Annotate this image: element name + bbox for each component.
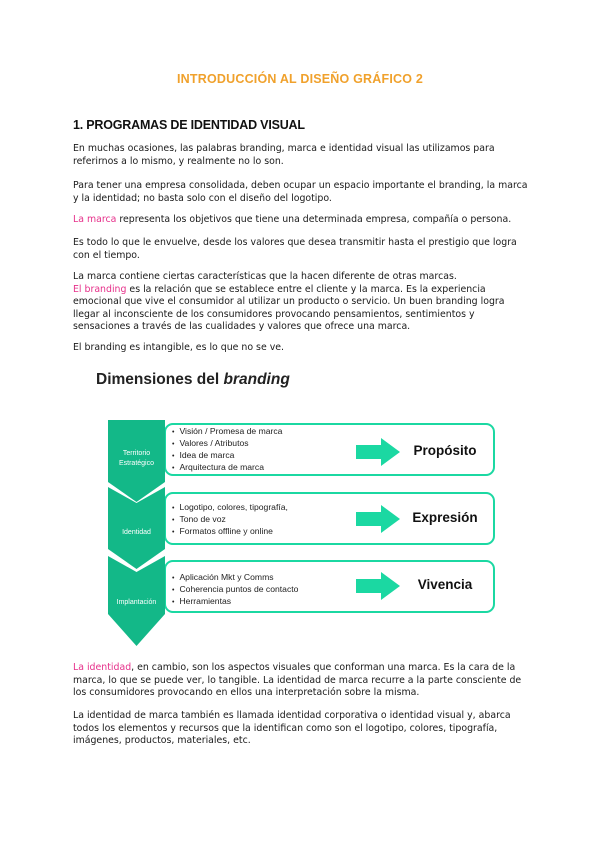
diagram-title-text: Dimensiones del — [96, 371, 224, 388]
paragraph-2: Para tener una empresa consolidada, deben ocupar un espacio importante el branding, la marca y la identidad; no basta solo con el diseño del logotipo. — [73, 180, 528, 204]
bullet-item: • Aplicación Mkt y Comms — [172, 572, 298, 584]
paragraph-3 — [73, 214, 533, 227]
paragraph-5 — [73, 271, 533, 334]
paragraph-7 — [73, 662, 533, 700]
paragraph-5-line-1: La marca contiene ciertas características que la hacen diferente de otras marcas. — [73, 271, 457, 282]
bullet-list-2 — [172, 502, 288, 538]
bullet-item: • Coherencia puntos de contacto — [172, 584, 298, 596]
chevron-label-1 — [108, 449, 165, 468]
paragraph-3-text: representa los objetivos que tiene una determinada empresa, compañía o persona. — [116, 214, 512, 225]
bullet-list-3 — [172, 572, 298, 608]
bullet-item: • Logotipo, colores, tipografía, — [172, 502, 288, 514]
bullet-item: • Visión / Promesa de marca — [172, 426, 282, 438]
document-title: INTRODUCCIÓN AL DISEÑO GRÁFICO 2 — [177, 72, 423, 86]
bullet-item: • Tono de voz — [172, 514, 288, 526]
diagram-title — [96, 371, 290, 389]
highlight-el-branding: El branding — [73, 283, 127, 295]
paragraph-8: La identidad de marca también es llamada identidad corporativa o identidad visual y, abarca todos los elementos y recursos que la identifican como son el logotipo, colores, tipografía, imágenes, productos, materiales, etc. — [73, 710, 511, 747]
paragraph-7-text: , en cambio, son los aspectos visuales que conforman una marca. Es la cara de la marca, lo que se puede ver, lo tangible. La identidad de marca recurre a la parte consciente de los consumidores provocando en ellos una interpretación sobre la misma. — [73, 662, 522, 699]
diagram-title-italic: branding — [223, 371, 290, 388]
paragraph-4: Es todo lo que le envuelve, desde los valores que desea transmitir hasta el prestigio que logra con el tiempo. — [73, 237, 517, 261]
bullet-item: • Idea de marca — [172, 450, 282, 462]
paragraph-1: En muchas ocasiones, las palabras branding, marca e identidad visual las utilizamos para referirnos a lo mismo, y realmente no lo son. — [73, 143, 495, 167]
bullet-item: • Arquitectura de marca — [172, 462, 282, 474]
bullet-list-1 — [172, 426, 282, 474]
right-arrow-icon — [356, 438, 400, 466]
paragraph-6: El branding es intangible, es lo que no se ve. — [73, 342, 284, 353]
chevron-label-3: Implantación — [116, 599, 157, 606]
bullet-item: • Valores / Atributos — [172, 438, 282, 450]
bullet-item: • Herramientas — [172, 596, 298, 608]
section-heading: 1. PROGRAMAS DE IDENTIDAD VISUAL — [73, 118, 305, 132]
highlight-la-marca: La marca — [73, 214, 117, 225]
chevron-label-1-line-1: Territorio — [122, 450, 151, 457]
chevron-label-1-line-2: Estratégico — [118, 459, 155, 467]
highlight-la-identidad: La identidad — [73, 662, 132, 673]
chevron-label-2: Identidad — [122, 529, 151, 536]
right-arrow-icon — [356, 572, 400, 600]
outcome-label-2: Expresión — [412, 510, 478, 525]
paragraph-5-text: es la relación que se establece entre el cliente y la marca. Es la experiencia emocional que vive el consumidor al utilizar un producto o servicio. Un buen branding logra llegar al inconsciente de los consumidores provocando pensamientos, sentimientos y sensaciones a través de las cualidades y valores que ofrece una marca. — [73, 283, 505, 333]
right-arrow-icon — [356, 505, 400, 533]
outcome-label-1: Propósito — [413, 443, 477, 458]
outcome-label-3: Vivencia — [417, 577, 473, 592]
bullet-item: • Formatos offline y online — [172, 526, 288, 538]
